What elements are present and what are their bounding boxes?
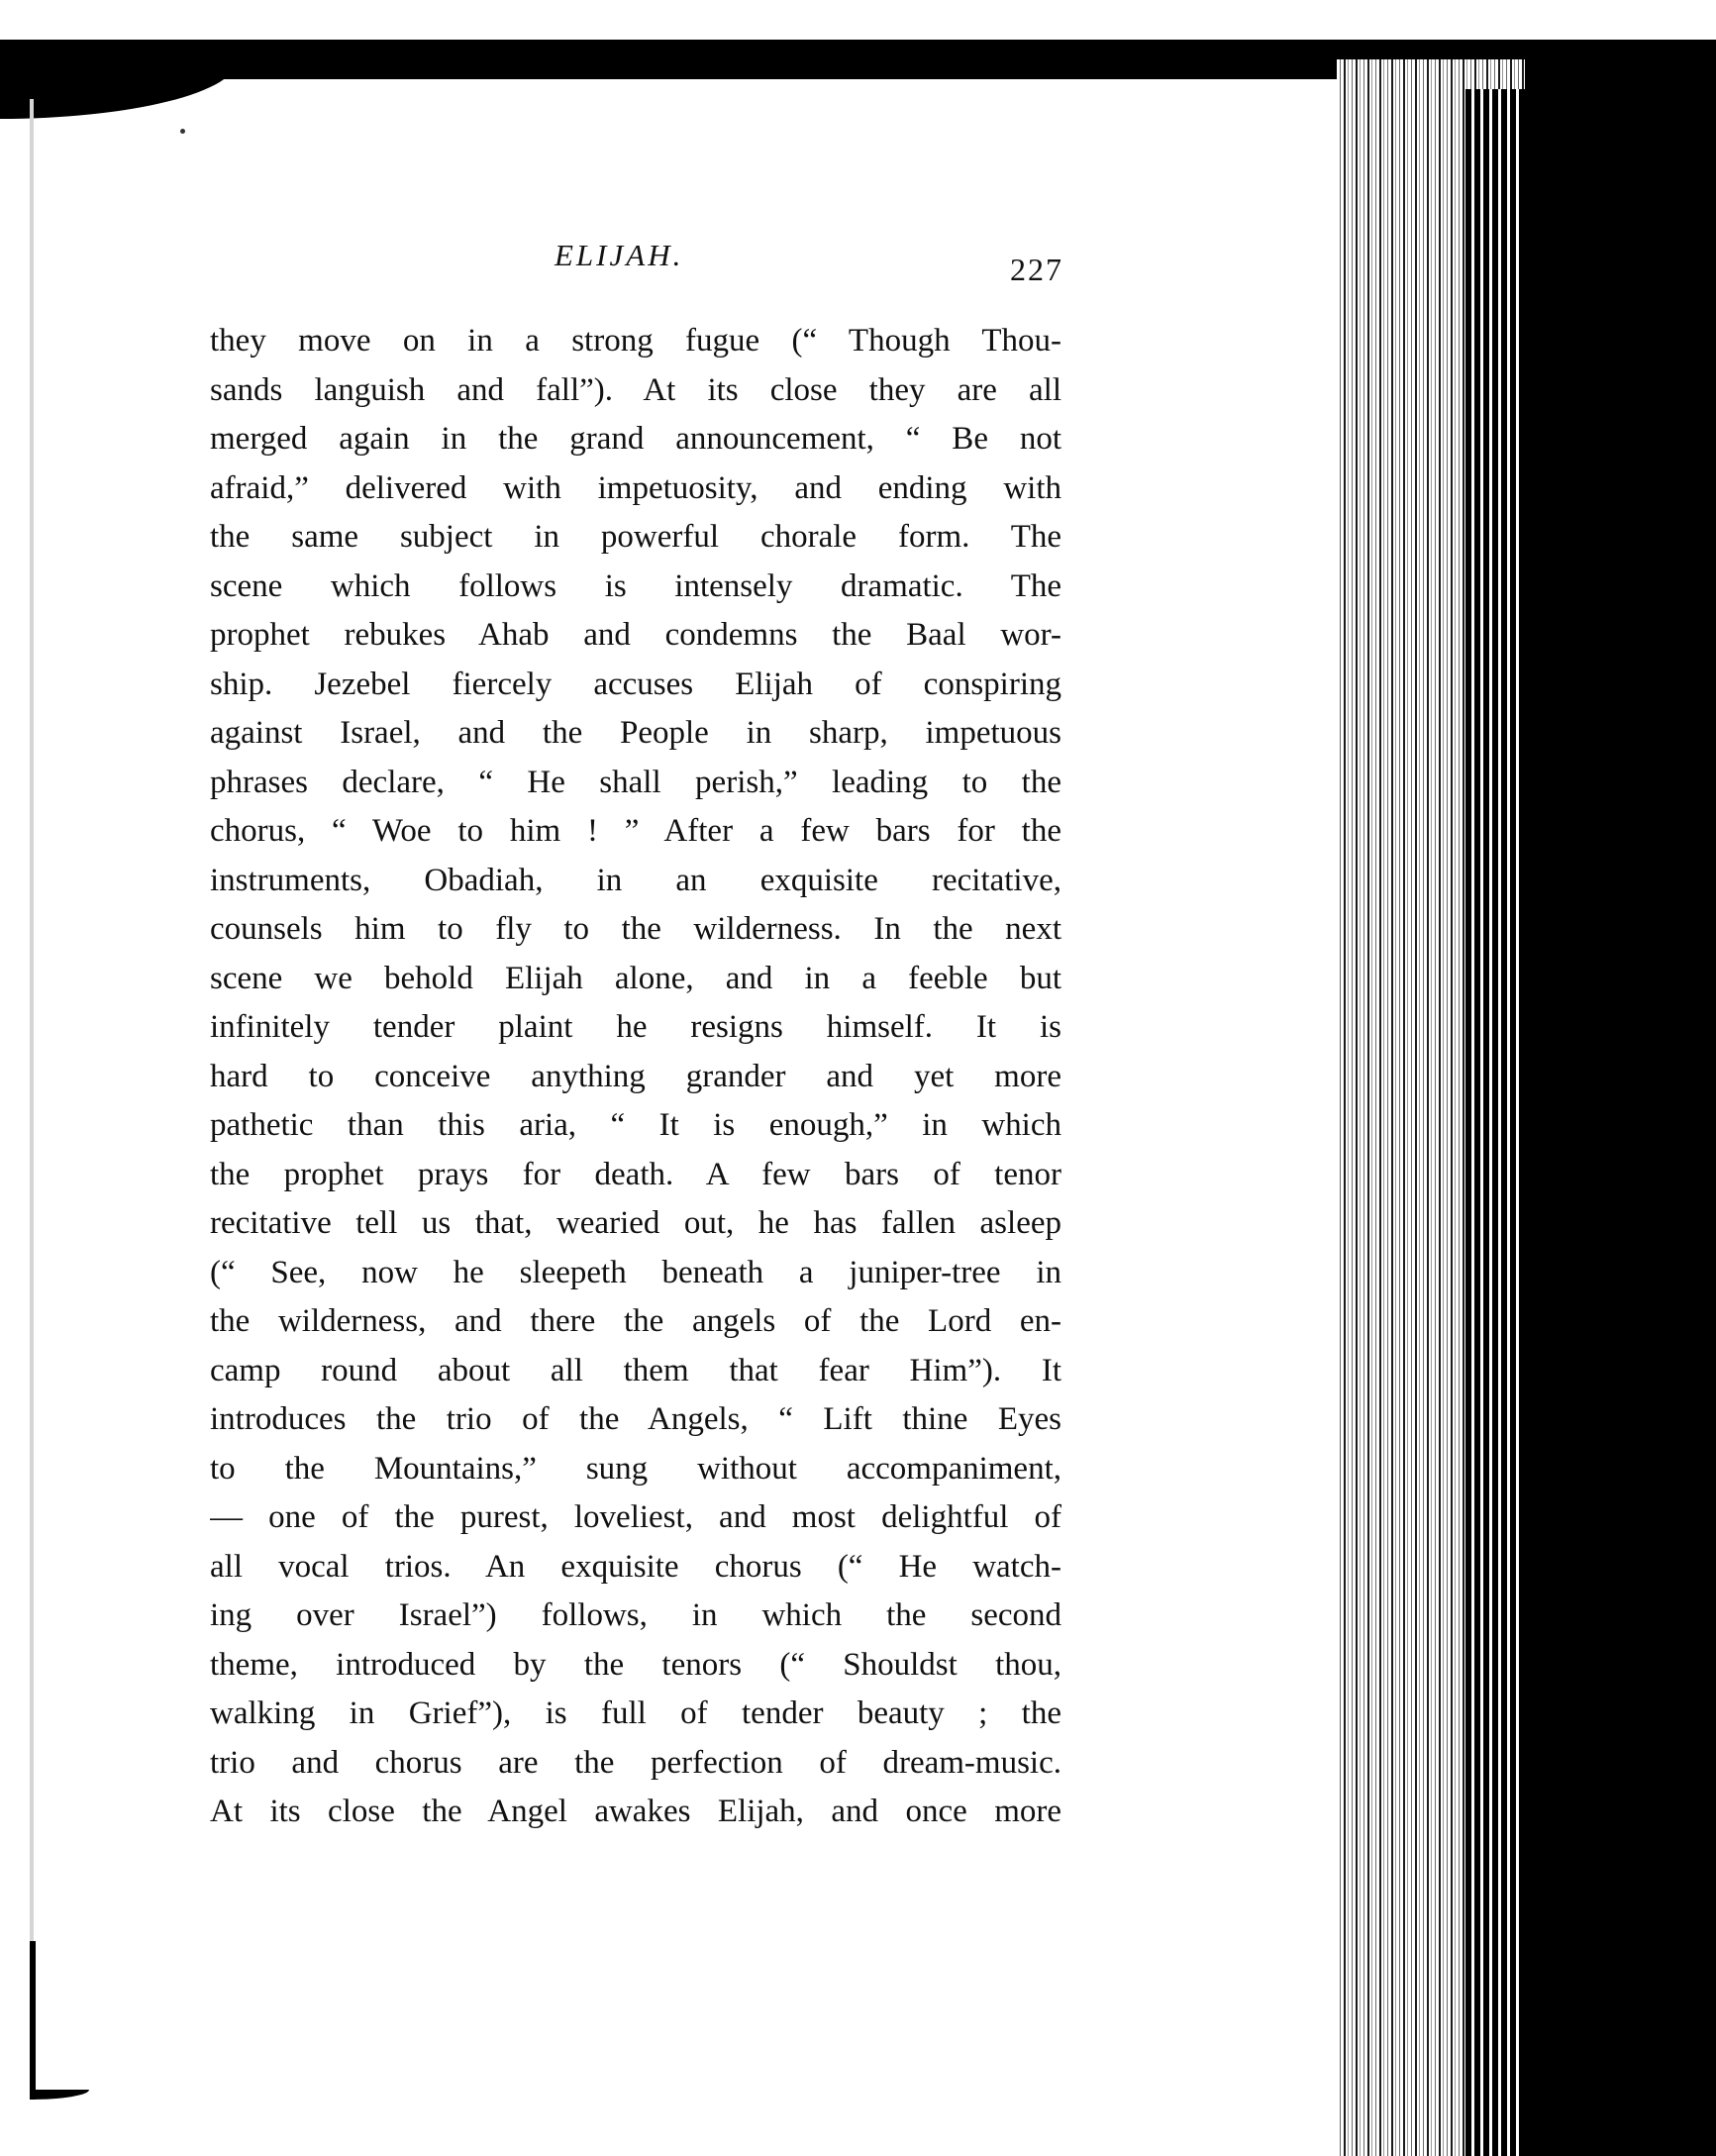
text-line: the same subject in powerful chorale form. The: [210, 519, 1061, 555]
text-line: infinitely tender plaint he resigns himself. It is: [210, 1009, 1061, 1045]
text-line: against Israel, and the People in sharp, impetuous: [210, 715, 1061, 751]
scan-left-corner: [30, 1941, 36, 2100]
text-line: (“ See, now he sleepeth beneath a juniper-tree in: [210, 1254, 1061, 1290]
text-line: the wilderness, and there the angels of the Lord en-: [210, 1303, 1061, 1339]
text-line: ship. Jezebel fiercely accuses Elijah of conspiring: [210, 666, 1061, 702]
text-line: recitative tell us that, wearied out, he has fallen asleep: [210, 1205, 1061, 1241]
running-head: ELIJAH.: [555, 238, 684, 272]
text-line: theme, introduced by the tenors (“ Shouldst thou,: [210, 1646, 1061, 1683]
text-line: counsels him to fly to the wilderness. In the next: [210, 911, 1061, 947]
text-line: hard to conceive anything grander and yet more: [210, 1058, 1061, 1094]
body-text: [210, 317, 1061, 1837]
text-line: chorus, “ Woe to him ! ” After a few bars for the: [210, 813, 1061, 849]
text-line: walking in Grief”), is full of tender beauty ; the: [210, 1695, 1061, 1731]
text-line: scene which follows is intensely dramatic. The: [210, 567, 1061, 604]
text-line: all vocal trios. An exquisite chorus (“ He watch-: [210, 1548, 1061, 1585]
text-line: sands languish and fall”). At its close they are all: [210, 371, 1061, 408]
text-line: camp round about all them that fear Him”). It: [210, 1352, 1061, 1388]
text-line: scene we behold Elijah alone, and in a feeble but: [210, 960, 1061, 996]
text-line: trio and chorus are the perfection of dream-music.: [210, 1744, 1061, 1781]
text-line: pathetic than this aria, “ It is enough,” in which: [210, 1107, 1061, 1143]
scan-left-edge: [30, 99, 34, 2060]
page-number: 227: [1010, 252, 1063, 287]
text-line: phrases declare, “ He shall perish,” leading to the: [210, 764, 1061, 800]
text-line: introduces the trio of the Angels, “ Lift thine Eyes: [210, 1401, 1061, 1437]
text-line: instruments, Obadiah, in an exquisite recitative,: [210, 862, 1061, 898]
book-page-edges-inner: [1465, 89, 1525, 2156]
scan-shadow-curve: [0, 59, 238, 119]
text-line: merged again in the grand announcement, “ Be not: [210, 421, 1061, 457]
text-line: prophet rebukes Ahab and condemns the Baal wor-: [210, 617, 1061, 653]
text-line: the prophet prays for death. A few bars of tenor: [210, 1156, 1061, 1192]
text-line: afraid,” delivered with impetuosity, and ending with: [210, 469, 1061, 506]
text-line: ing over Israel”) follows, in which the second: [210, 1597, 1061, 1633]
book-cover-shadow: [1525, 59, 1716, 2156]
text-line: to the Mountains,” sung without accompaniment,: [210, 1450, 1061, 1487]
text-line: — one of the purest, loveliest, and most delightful of: [210, 1499, 1061, 1535]
text-line: they move on in a strong fugue (“ Though Thou-: [210, 323, 1061, 359]
scan-speck: [180, 129, 185, 134]
scan-left-corner-foot: [30, 2090, 89, 2100]
text-line: At its close the Angel awakes Elijah, and once more: [210, 1794, 1061, 1829]
